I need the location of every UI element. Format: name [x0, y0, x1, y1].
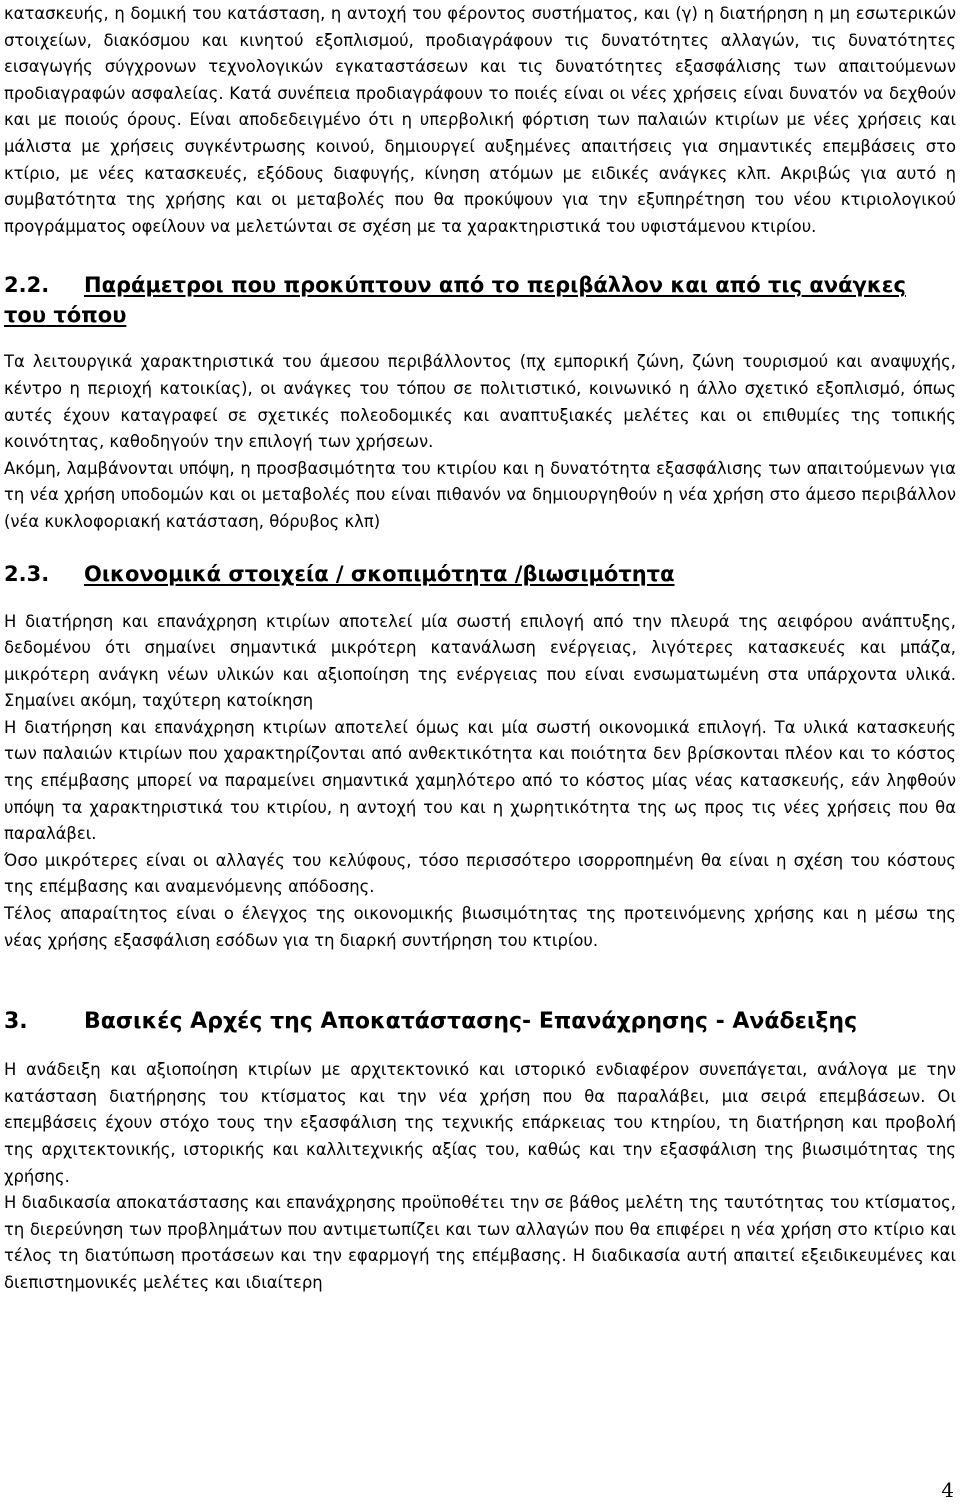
- section-3-heading: [4, 1007, 956, 1037]
- section-2-3-paragraph: Η διατήρηση και επανάχρηση κτιρίων αποτελεί μία σωστή επιλογή από την πλευρά της αειφόρου ανάπτυξης, δεδομένου ότι σημαίνει σημαντικά μικρότερη κατανάλωση ενέργειας, λιγότερες κατασκευές και μπάζα, μικρότερη ανάγκη νέων υλικών και αξιοποίηση της ενέργειας που είναι ενσωματωμένη στα υπάρχοντα υλικά. Σημαίνει ακόμη, ταχύτερη κατοίκηση: [4, 611, 956, 711]
- section-2-3-heading: [4, 559, 956, 589]
- section-3-paragraph: Η διαδικασία αποκατάστασης και επανάχρησης προϋποθέτει την σε βάθος μελέτη της ταυτότητας του κτίσματος, τη διερεύνηση των προβλημάτων που αντιμετωπίζει και των αλλαγών που θα επιφέρει η νέα χρήση στο κτίριο και τέλος τη διατύπωση προτάσεων και την εφαρμογή της επέμβασης. Η διαδικασία αυτή απαιτεί εξειδικευμένες και διεπιστημονικές μελέτες και ιδιαίτερη: [4, 1193, 956, 1292]
- section-2-3-paragraph: Η διατήρηση και επανάχρηση κτιρίων αποτελεί όμως και μία σωστή οικονομικά επιλογή. Τα υλικά κατασκευής των παλαιών κτιρίων που χαρακτηρίζονται από ανθεκτικότητα και ποιότητα δεν βρίσκονται πλέον και το κόστος της επέμβασης μπορεί να παραμείνει σημαντικά χαμηλότερο από το κόστος μίας νέας κατασκευής, εάν ληφθούν υπόψη τα χαρακτηριστικά του κτιρίου, η αντοχή του και η χωρητικότητα της ως προς τις νέες χρήσεις που θα παραλάβει.: [4, 717, 956, 844]
- section-2-2-title-line2: του τόπου: [4, 303, 127, 328]
- section-2-3-number: 2.3.: [4, 561, 50, 586]
- section-2-2-paragraph: Τα λειτουργικά χαρακτηριστικά του άμεσου περιβάλλοντος (πχ εμπορική ζώνη, ζώνη τουρισμού και αναψυχής, κέντρο η περιοχή κατοικίας), οι ανάγκες του τόπου σε πολιτιστικό, κοινωνικό η άλλο σχετικό εξοπλισμό, όπως αυτές έχουν καταγραφεί σε σχετικές πολεοδομικές και αναπτυξιακές μελέτες και οι επιθυμίες της τοπικής κοινότητας, καθοδηγούν την επιλογή των χρήσεων.: [4, 352, 956, 452]
- section-3-number: 3.: [4, 1009, 28, 1035]
- section-2-3-paragraph: Τέλος απαραίτητος είναι ο έλεγχος της οικονομικής βιωσιμότητας της προτεινόμενης χρήσης και η μέσω της νέας χρήσης εξασφάλιση εσόδων για τη διαρκή συντήρηση του κτιρίου.: [4, 904, 956, 950]
- section-2-2-heading: [4, 270, 956, 330]
- intro-paragraph: κατασκευής, η δομική του κατάσταση, η αντοχή του φέροντος συστήματος, και (γ) η διατήρηση η μη εσωτερικών στοιχείων, διακόσμου και κινητού εξοπλισμού, προδιαγράφουν τις δυνατότητες αλλαγών, τις δυνατότητες εισαγωγής σύγχρονων τεχνολογικών εγκαταστάσεων και τις δυνατότητες εξασφάλισης των απαιτούμενων προδιαγραφών ασφαλείας. Κατά συνέπεια προδιαγράφουν το ποιές είναι οι νέες χρήσεις είναι δυνατόν να δεχθούν και με ποιούς όρους. Είναι αποδεδειγμένο ότι η υπερβολική φόρτιση των παλαιών κτιρίων με νέες χρήσεις και μάλιστα με χρήσεις συγκέντρωσης κοινού, δημιουργεί αυξημένες απαιτήσεις για σημαντικές επεμβάσεις στο κτίριο, με νέες κατασκευές, εξόδους διαφυγής, κίνηση ατόμων με ειδικές ανάγκες κλπ. Ακριβώς για αυτό η συμβατότητα της χρήσης και οι μεταβολές που θα προκύψουν για την εξυπηρέτηση του νέου κτιριολογικού προγράμματος οφείλουν να μελετώνται σε σχέση με τα χαρακτηριστικά του υφιστάμενου κτιρίου.: [4, 4, 956, 236]
- section-2-2-title-line1: Παράμετροι που προκύπτουν από το περιβάλλον και από τις ανάγκες: [84, 273, 906, 298]
- section-3-title: Βασικές Αρχές της Αποκατάστασης- Επανάχρησης - Ανάδειξης: [84, 1009, 858, 1035]
- section-2-2-number: 2.2.: [4, 273, 50, 298]
- section-3-paragraph: Η ανάδειξη και αξιοποίηση κτιρίων με αρχιτεκτονικό και ιστορικό ενδιαφέρον συνεπάγεται, ανάλογα με την κατάσταση διατήρησης του κτίσματος και την νέα χρήση που θα παραλάβει, μια σειρά επεμβάσεων. Οι επεμβάσεις έχουν στόχο τους την εξασφάλιση της τεχνικής επάρκειας του κτηρίου, τη διατήρηση και προβολή της αρχιτεκτονικής, ιστορικής και καλλιτεχνικής αξίας του, καθώς και την εξασφάλιση της βιωσιμότητας της χρήσης.: [4, 1060, 956, 1186]
- section-2-2-paragraph: Ακόμη, λαμβάνονται υπόψη, η προσβασιμότητα του κτιρίου και η δυνατότητα εξασφάλισης των απαιτούμενων για τη νέα χρήση υποδομών και οι μεταβολές που είναι πιθανόν να δημιουργηθούν η νέα χρήση στο άμεσο περιβάλλον (νέα κυκλοφοριακή κατάσταση, θόρυβος κλπ): [4, 458, 956, 531]
- document-page: [4, 0, 956, 1297]
- page-number: 4: [941, 1478, 954, 1502]
- section-2-3-paragraph: Όσο μικρότερες είναι οι αλλαγές του κελύφους, τόσο περισσότερο ισορροπημένη θα είναι η σχέση του κόστους της επέμβασης και αναμενόμενης απόδοσης.: [4, 850, 956, 897]
- section-2-3-title: Οικονομικά στοιχεία / σκοπιμότητα /βιωσιμότητα: [84, 561, 675, 586]
